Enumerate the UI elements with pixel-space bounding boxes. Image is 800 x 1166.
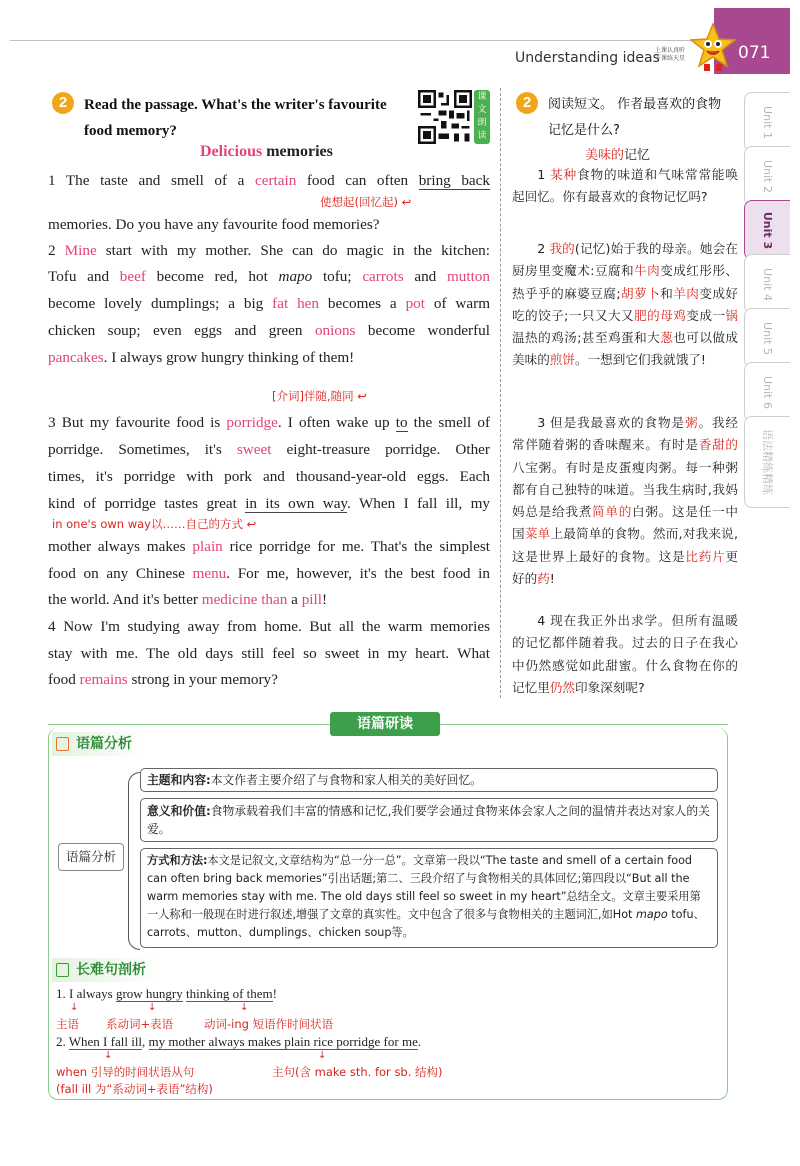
grammar-fall-ill-note: (fall ill 为“系动词+表语”结构) <box>56 1082 213 1096</box>
tab-unit-6[interactable]: Unit 6 <box>744 362 790 422</box>
header-slogan: 上课认真听 下课练天星 <box>655 47 686 62</box>
card-theme: 主题和内容:本文作者主要介绍了与食物和家人相关的美好回忆。 <box>140 768 718 792</box>
para-3-line-3: times, it's porridge with pork and thousand-year-old eggs. Each <box>48 468 490 485</box>
discourse-icon <box>56 737 69 751</box>
qr-tag-read-aloud: 课文朗读 <box>474 90 490 144</box>
para-2-line-5: pancakes. I always grow hungry thinking of them! <box>48 349 355 366</box>
section-badge-cn: 2 <box>516 92 538 114</box>
page-number: 071 <box>738 43 771 63</box>
para-2-line-3: become lovely dumplings; a big fat hen becomes a pot of warm <box>48 295 491 312</box>
para-3-line-6: food on any Chinese menu. For me, however, it's the best food in <box>48 565 490 582</box>
grammar-ing-phrase: 动词-ing 短语作时间状语 <box>204 1017 334 1031</box>
tab-unit-3[interactable]: Unit 3 <box>744 200 790 260</box>
analysis-banner: 语篇研读 <box>330 712 440 736</box>
grammar-subject: 主语 <box>56 1017 79 1031</box>
grammar-when-clause: when 引导的时间状语从句 <box>56 1065 195 1079</box>
para-1-line-2: memories. Do you have any favourite food memories? <box>48 216 380 233</box>
question-cn: 阅读短文。 作者最喜欢的食物 记忆是什么? <box>548 97 722 138</box>
arrow-down-icon: ↓ <box>318 1050 327 1061</box>
para-2-line-2: Tofu and beef become red, hot mapo tofu; carrots and mutton <box>48 268 490 285</box>
tab-unit-5[interactable]: Unit 5 <box>744 308 790 368</box>
arrow-down-icon: ↓ <box>240 1002 249 1013</box>
column-divider <box>500 88 501 698</box>
question-en: Read the passage. What's the writer's favourite food memory? <box>84 97 387 139</box>
para-3-line-7: the world. And it's better medicine than a pill! <box>48 591 328 608</box>
sentence-2: 2. When I fall ill, my mother always makes plain rice porridge for me. <box>56 1034 422 1049</box>
header-rule <box>10 40 720 41</box>
card-value: 意义和价值:食物承载着我们丰富的情感和记忆,我们要学会通过食物来体会家人之间的温情并表达对家人的关爱。 <box>140 798 718 842</box>
para-1-line-1: 1 The taste and smell of a certain food can often bring back <box>48 172 490 189</box>
para-3-line-4: kind of porridge tastes great in its own way. When I fall ill, my <box>48 495 490 512</box>
section-title-discourse: 语篇分析 <box>52 732 146 756</box>
para-4-line-1: 4 Now I'm studying away from home. But all the warm memories <box>48 618 490 635</box>
grammar-predicate: 系动词+表语 <box>106 1017 174 1031</box>
annotation-bring-back: 使想起(回忆起) ↩ <box>320 195 412 209</box>
para-3-line-2: porridge. Sometimes, it's sweet eight-treasure porridge. Other <box>48 441 490 458</box>
arrow-down-icon: ↓ <box>104 1050 113 1061</box>
tab-unit-2[interactable]: Unit 2 <box>744 146 790 206</box>
tab-unit-1[interactable]: Unit 1 <box>744 92 790 152</box>
para-2-line-4: chicken soup; even eggs and green onions become wonderful <box>48 322 490 339</box>
translation-para-3: 3 但是我最喜欢的食物是粥。我经常伴随着粥的香味醒来。有时是香甜的八宝粥。有时是皮蛋瘦肉粥。每一种粥都有自己独特的味道。当我生病时,我妈妈总是给我煮简单的白粥。这是任一中国菜单上最简单的食物。然而,对我来说,这是世界上最好的食物。这是比药片更好的药! <box>512 415 739 587</box>
discourse-label: 语篇分析 <box>58 843 124 871</box>
tab-grammar[interactable]: 语法精练精练 <box>744 416 790 508</box>
para-4-line-2: stay with me. The old days still feel so sweet in my heart. What <box>48 645 490 662</box>
para-3-line-5: mother always makes plain rice porridge for me. That's the simplest <box>48 538 490 555</box>
annotation-wake-up-to: [介词]伴随,随同 ↩ <box>272 389 367 403</box>
section-badge: 2 <box>52 92 74 114</box>
document-icon <box>56 963 69 977</box>
translation-title: 美味的记忆 <box>585 148 651 163</box>
header-title: Understanding ideas <box>515 50 660 66</box>
sentence-1: 1. I always grow hungry thinking of them! <box>56 986 277 1001</box>
para-4-line-3: food remains strong in your memory? <box>48 671 278 688</box>
para-3-line-1: 3 But my favourite food is porridge. I often wake up to the smell of <box>48 414 491 431</box>
translation-para-2: 2 我的(记忆)始于我的母亲。她会在厨房里变魔术:豆腐和牛肉变成红彤彤、热乎乎的麻婆豆腐;胡萝卜和羊肉变成好吃的饺子;一只又大又肥的母鸡变成一锅温热的鸡汤;甚至鸡蛋和大葱也可以做成美味的煎饼。一想到它们我就饿了! <box>512 241 739 368</box>
para-2-line-1: 2 Mine start with my mother. She can do magic in the kitchen: <box>48 242 490 259</box>
star-mascot-icon <box>690 22 736 72</box>
arrow-down-icon: ↓ <box>70 1002 79 1013</box>
annotation-in-its-own-way: in one's own way以……自己的方式 ↩ <box>52 517 257 531</box>
qr-code-icon[interactable] <box>418 90 472 144</box>
grammar-main-clause: 主句(含 make sth. for sb. 结构) <box>272 1065 443 1079</box>
passage-title: Delicious memories <box>200 143 333 160</box>
tab-unit-4[interactable]: Unit 4 <box>744 254 790 314</box>
brace <box>128 772 140 950</box>
section-title-sentences: 长难句剖析 <box>52 958 160 982</box>
translation-para-4: 4 现在我正外出求学。但所有温暖的记忆都伴随着我。过去的日子在我心中仍然感觉如此甜蜜。什么食物在你的记忆里仍然印象深刻呢? <box>512 613 738 695</box>
translation-para-1: 1 某种食物的味道和气味常常能唤起回忆。你有最喜欢的食物记忆吗? <box>512 167 738 205</box>
card-method: 方式和方法:本文是记叙文,文章结构为“总一分一总”。文章第一段以“The taste and smell of a certain food can often bring back memories”引出话题;第二、三段介绍了与食物相关的具体回忆;第四段以“But all the warm memories stay with me. The old days still feel so sweet in my heart”总结全文。文章主要采用第一人称和一般现在时进行叙述,增强了文章的真实性。文中包含了很多与食物相关的主题词汇,如Hot mapo tofu、carrots、mutton、dumplings、chicken soup等。 <box>140 848 718 948</box>
arrow-down-icon: ↓ <box>148 1002 157 1013</box>
